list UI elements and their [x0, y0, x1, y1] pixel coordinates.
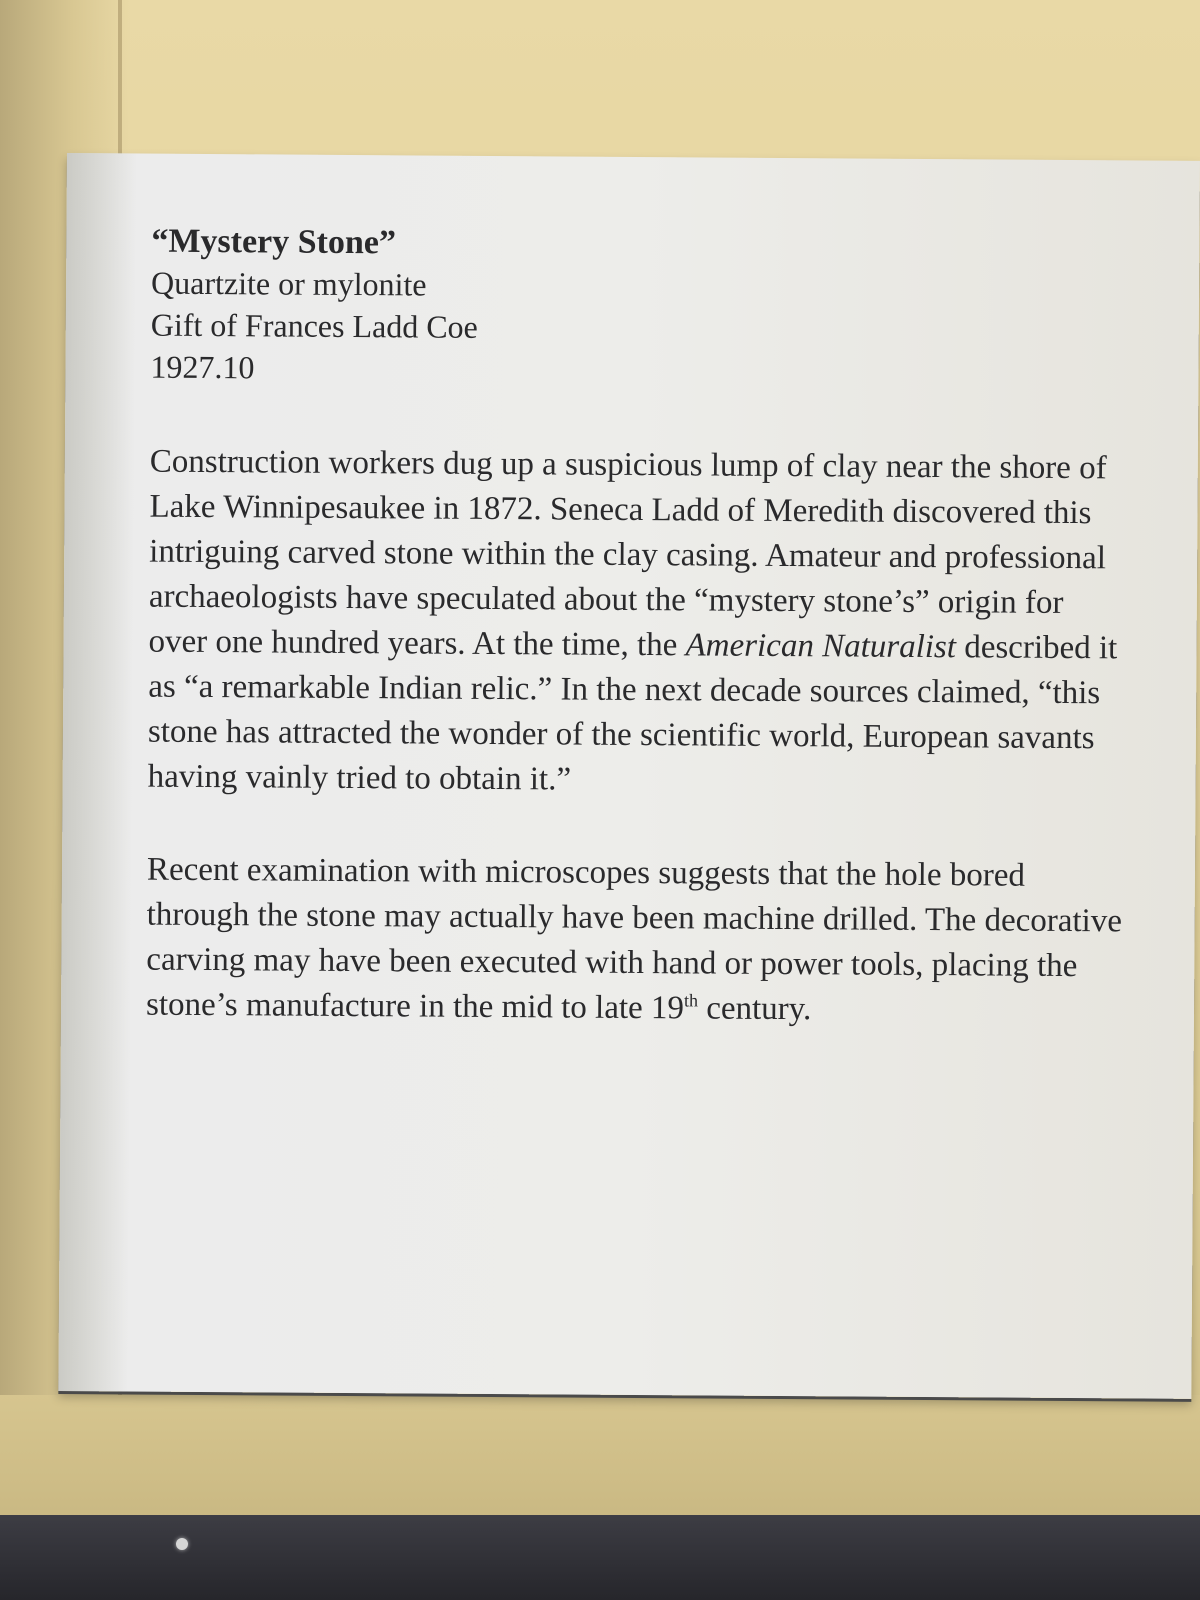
paragraph-1-text-a: Construction workers dug up a suspicious lump of clay near the shore of Lake Winnipesaukee in 1872. Seneca Ladd of Meredith discovered this intriguing carved stone within the clay casing. Amateur and professional archaeologists have speculated about the “mystery stone’s” origin for over one hundred years. At the time, the [148, 443, 1107, 664]
description-paragraph-2 [146, 848, 1127, 1035]
light-reflection-dot [176, 1538, 188, 1550]
museum-label-card [58, 153, 1200, 1399]
object-material: Quartzite or mylonite [150, 264, 427, 303]
object-title: “Mystery Stone” [151, 222, 397, 262]
paragraph-2-text-a: Recent examination with microscopes suggests that the hole bored through the stone may actually have been machine drilled. The decorative carving may have been executed with hand or power tools, placing the stone’s manufacture in the mid to late 19 [145, 851, 1123, 1027]
paragraph-2-text-b: century. [697, 990, 812, 1028]
paragraph-1-text-b: described it as “a remarkable Indian relic.” In the next decade sources claimed, “this stone has attracted the wonder of the scientific world, European savants having vainly tried to obtain it.” [147, 629, 1118, 798]
display-base-strip [0, 1515, 1200, 1600]
label-text-block [146, 222, 1132, 1035]
description-paragraph-1 [147, 440, 1129, 807]
accession-number: 1927.10 [150, 348, 255, 386]
ordinal-suffix: th [683, 990, 699, 1011]
object-credit-line: Gift of Frances Ladd Coe [150, 306, 478, 345]
card-shadow [58, 153, 137, 1391]
publication-title: American Naturalist [685, 627, 957, 666]
